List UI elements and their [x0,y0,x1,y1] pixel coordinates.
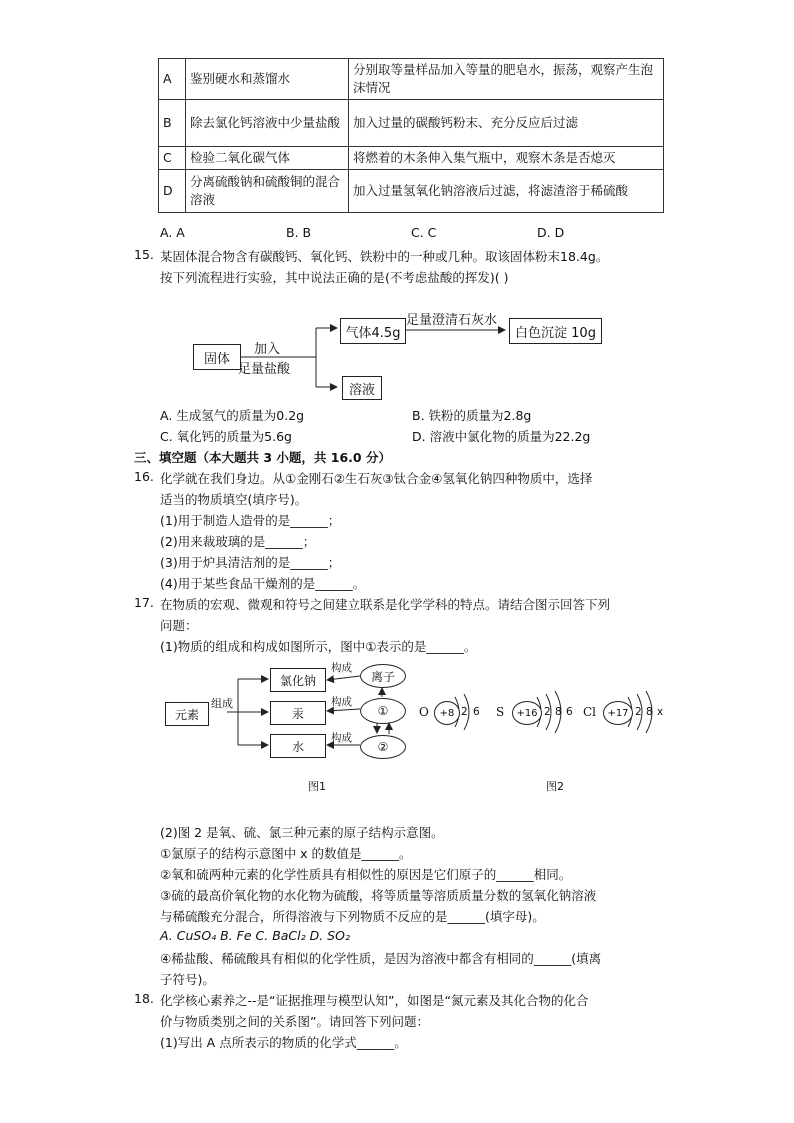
option-b: B. 铁粉的质量为2.8g [412,408,532,423]
compose-label: 组成 [211,697,233,710]
flow-precipitate: 白色沉淀 10g [509,318,602,344]
flow-solid: 固体 [193,344,241,370]
row-key: D [159,170,186,213]
fill-blank-item: (4)用于某些食品干燥剂的是______。 [160,576,366,591]
question-number: 17. [134,595,154,610]
row-purpose: 除去氯化钙溶液中少量盐酸 [186,100,349,147]
sub-question: ②氧和硫两种元素的化学性质具有相似性的原因是它们原子的______相同。 [160,867,572,882]
question-text: 问题： [160,618,198,633]
figure2-caption: 图2 [546,780,564,793]
row-purpose: 鉴别硬水和蒸馏水 [186,59,349,100]
flow-add-label: 加入 [254,342,281,357]
element-box: 元素 [165,702,209,726]
flow-limewater-label: 足量澄清石灰水 [406,313,498,328]
question-text: 某固体混合物含有碳酸钙、氧化钙、铁粉中的一种或几种。取该固体粉末18.4g。 [160,249,609,264]
flow-solution: 溶液 [342,376,382,400]
question-text: 化学就在我们身边。从①金刚石②生石灰③钛合金④氢氧化钠四种物质中，选择 [160,471,593,486]
chlorine-symbol: Cl [583,705,597,719]
question-number: 18. [134,991,154,1006]
question-text: 化学核心素养之--是“证据推理与模型认知”，如图是“氮元素及其化合物的化合 [160,993,589,1008]
sub-question: ④稀盐酸、稀硫酸具有相似的化学性质，是因为溶液中都含有相同的______(填离 [160,951,602,966]
chlorine-nucleus: +17 [603,701,633,725]
row-key: B [159,100,186,147]
figure1-caption: 图1 [308,780,326,793]
fill-blank-item: (2)用来裁玻璃的是______； [160,534,316,549]
ion-ellipse: 离子 [360,664,406,688]
sub-question: (1)写出 A 点所表示的物质的化学式______。 [160,1035,407,1050]
oxygen-electrons: 2 6 [461,706,480,718]
sulfur-electrons: 2 8 6 [544,706,573,718]
sulfur-symbol: S [496,705,505,719]
oxygen-nucleus: +8 [434,701,460,725]
flow-gas: 气体4.5g [340,318,406,344]
build-label: 构成 [331,662,352,674]
question-text: 在物质的宏观、微观和符号之间建立联系是化学学科的特点。请结合图示回答下列 [160,597,611,612]
oxygen-symbol: O [419,705,429,719]
question-text: 价与物质类别之间的关系图”。请回答下列问题： [160,1014,429,1029]
circle-1-ellipse: ① [360,698,406,724]
choice-c: C. C [411,225,437,240]
mercury-box: 汞 [270,701,326,725]
row-purpose: 检验二氧化碳气体 [186,147,349,170]
fill-blank-item: (3)用于炉具清洁剂的是______； [160,555,341,570]
row-method: 分别取等量样品加入等量的肥皂水，振荡，观察产生泡沫情况 [349,59,664,100]
circle-2-ellipse: ② [360,735,406,759]
choice-d: D. D [537,225,565,240]
chlorine-electrons: 2 8 x [635,706,664,718]
build-label: 构成 [331,732,352,744]
nacl-box: 氯化钠 [270,668,326,692]
sulfur-nucleus: +16 [512,701,542,725]
section-heading: 三、填空题（本大题共 3 小题，共 16.0 分） [134,450,391,465]
sub-question: 子符号)。 [160,972,215,987]
sub-question: ③硫的最高价氧化物的水化物为硫酸，将等质量等溶质质量分数的氢氧化钠溶液 [160,888,597,903]
row-key: C [159,147,186,170]
row-method: 将燃着的木条伸入集气瓶中，观察木条是否熄灭 [349,147,664,170]
answer-choices: A. CuSO₄ B. Fe C. BaCl₂ D. SO₂ [160,928,350,943]
choice-a: A. A [160,225,185,240]
sub-question: 与稀硫酸充分混合，所得溶液与下列物质不反应的是______(填字母)。 [160,909,545,924]
sub-question: ①氯原子的结构示意图中 x 的数值是______。 [160,846,412,861]
row-purpose: 分离硫酸钠和硫酸铜的混合溶液 [186,170,349,213]
question-text: 适当的物质填空(填序号)。 [160,492,308,507]
option-d: D. 溶液中氯化物的质量为22.2g [412,429,591,444]
sub-question: (1)物质的组成和构成如图所示，图中①表示的是______。 [160,639,477,654]
sub-question: (2)图 2 是氧、硫、氯三种元素的原子结构示意图。 [160,825,444,840]
choice-b: B. B [286,225,312,240]
question-number: 15. [134,247,154,262]
fill-blank-item: (1)用于制造人造骨的是______； [160,513,341,528]
row-method: 加入过量氢氧化钠溶液后过滤，将滤渣溶于稀硫酸 [349,170,664,213]
water-box: 水 [270,734,326,758]
option-c: C. 氧化钙的质量为5.6g [160,429,292,444]
row-key: A [159,59,186,100]
question-text: 按下列流程进行实验，其中说法正确的是(不考虑盐酸的挥发)( ) [160,270,509,285]
row-method: 加入过量的碳酸钙粉末、充分反应后过滤 [349,100,664,147]
flow-acid-label: 足量盐酸 [238,362,291,377]
option-a: A. 生成氢气的质量为0.2g [160,408,305,423]
build-label: 构成 [331,696,352,708]
question-number: 16. [134,469,154,484]
